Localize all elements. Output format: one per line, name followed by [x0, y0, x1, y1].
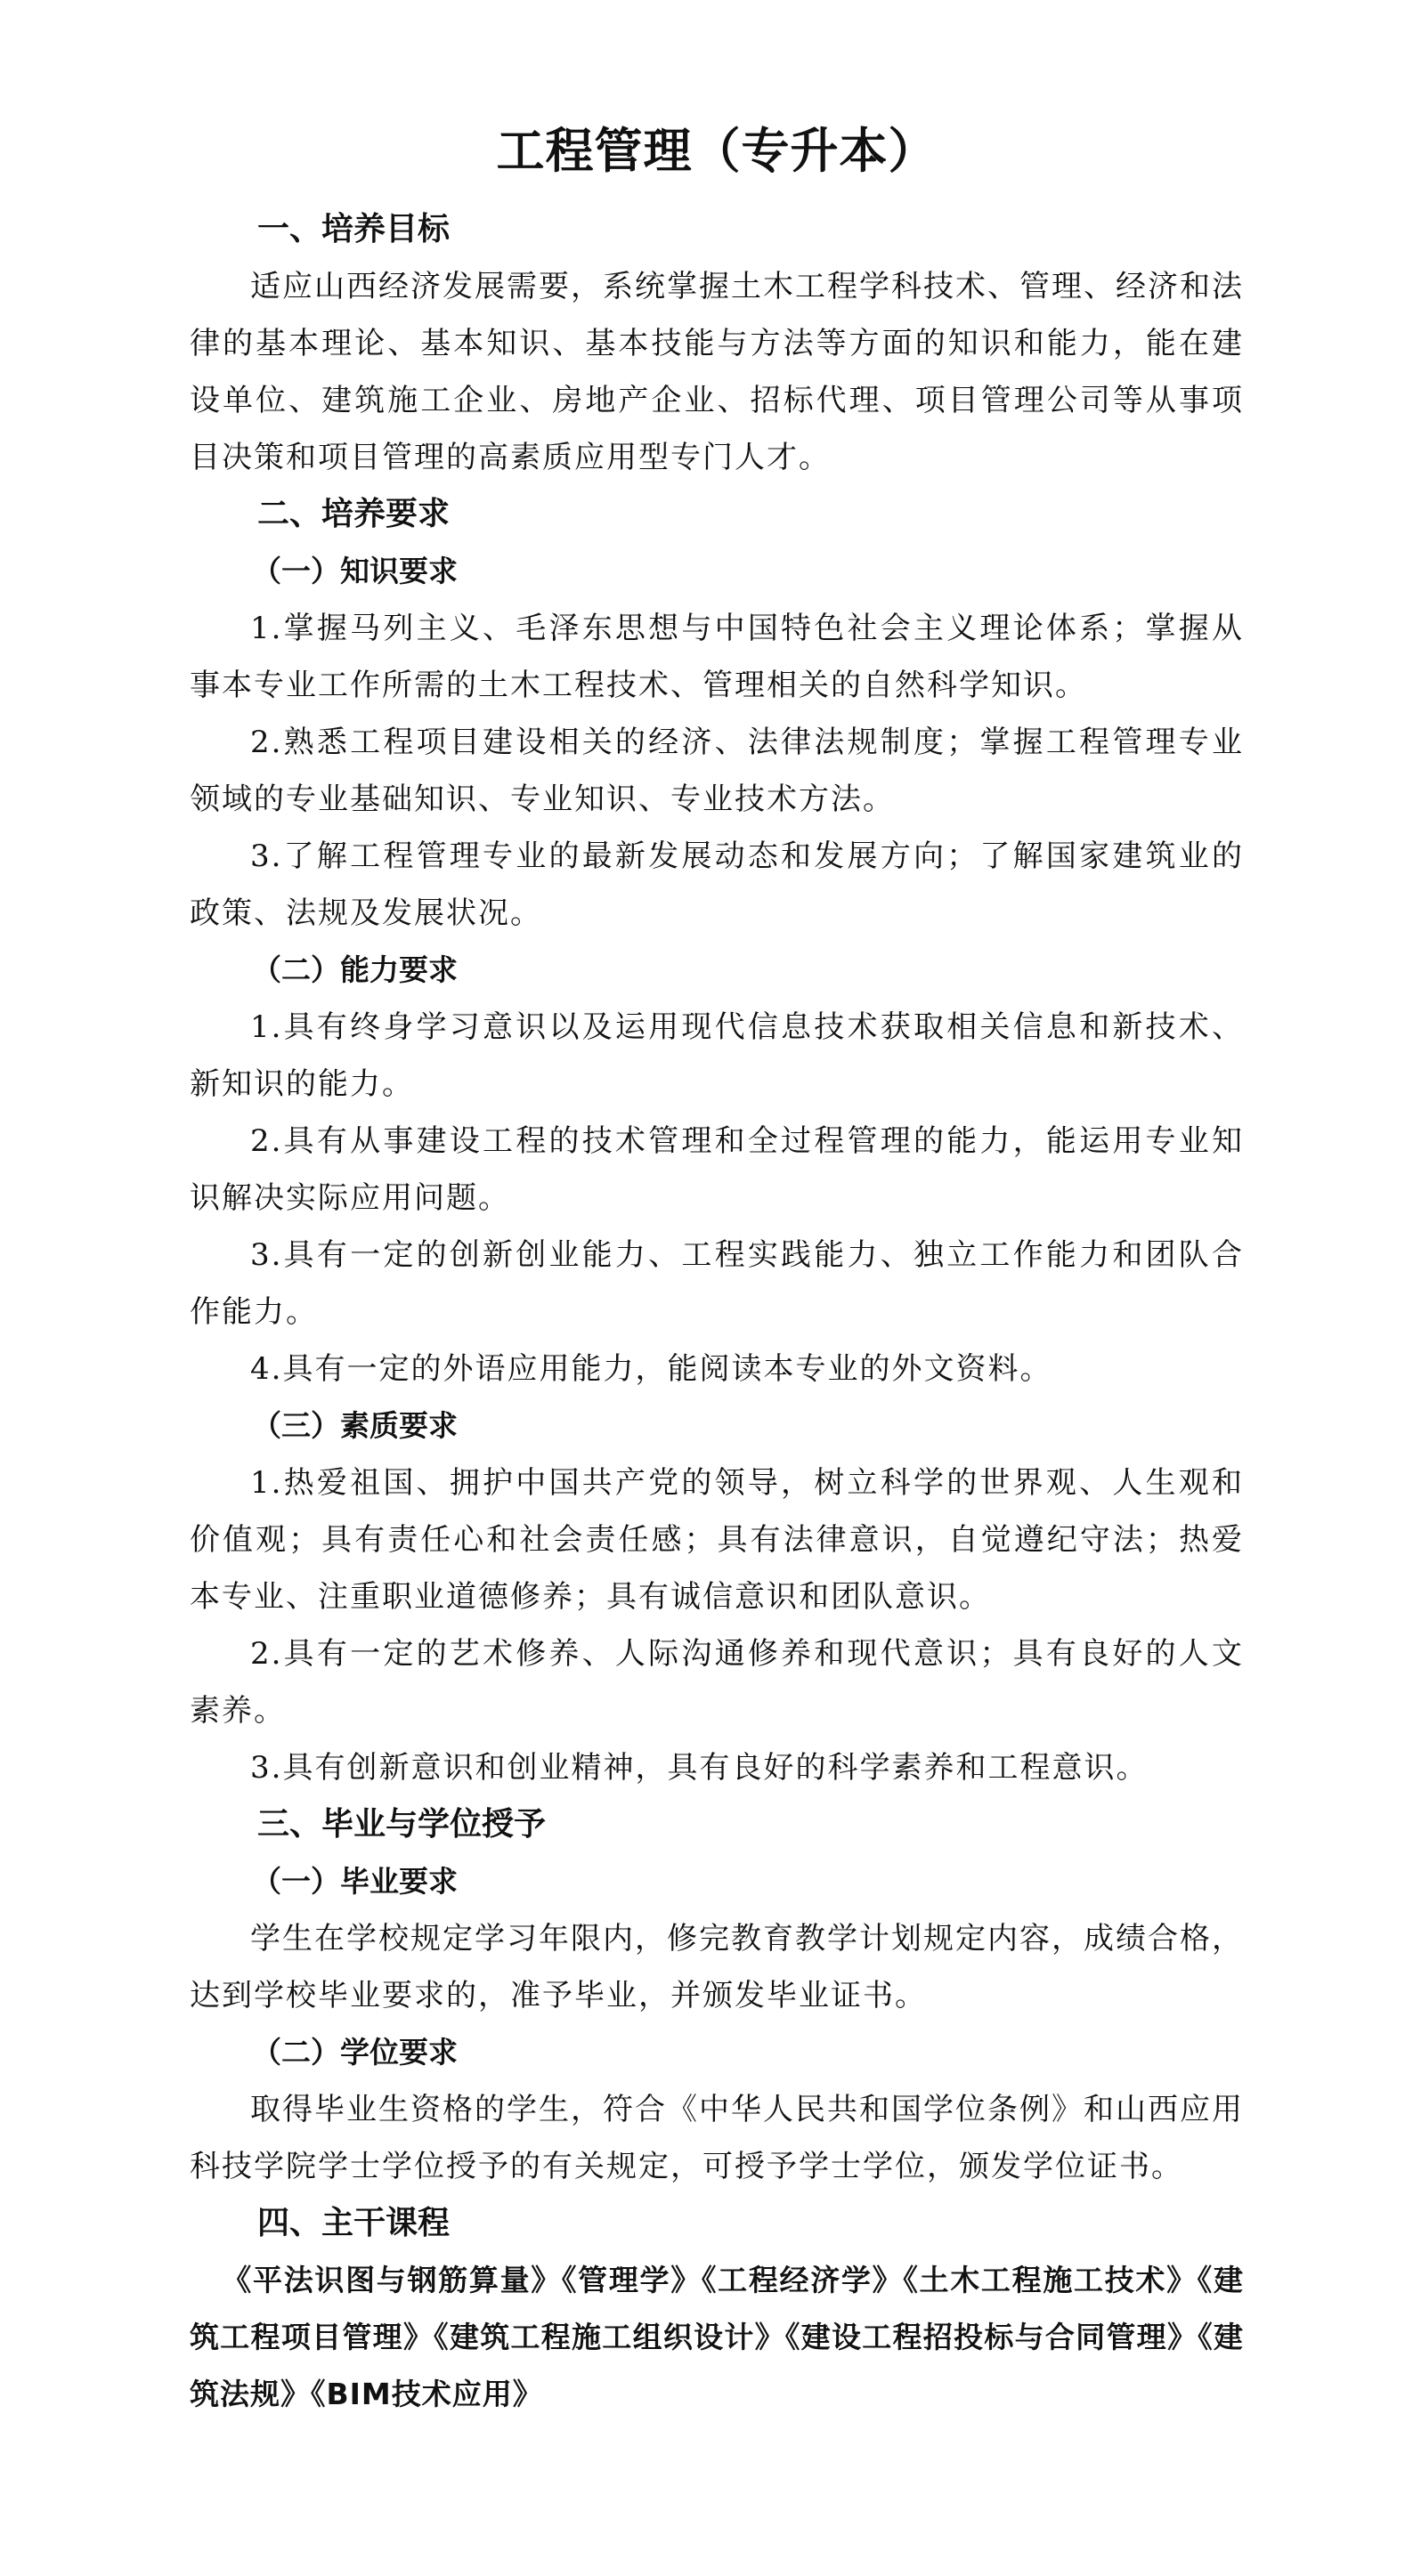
paragraph: 3.了解工程管理专业的最新发展动态和发展方向；了解国家建筑业的政策、法规及发展状况。: [190, 838, 1244, 931]
section-heading: 四、主干课程: [257, 2205, 451, 2241]
subsection-heading: （二）能力要求: [252, 952, 458, 987]
paragraph: 2.熟悉工程项目建设相关的经济、法律法规制度；掌握工程管理专业领域的专业基础知识、专业知识、专业技术方法。: [190, 725, 1244, 817]
subsection-heading: （一）毕业要求: [252, 1864, 458, 1899]
paragraph: 适应山西经济发展需要，系统掌握土木工程学科技术、管理、经济和法律的基本理论、基本知识、基本技能与方法等方面的知识和能力，能在建设单位、建筑施工企业、房地产企业、招标代理、项目管理公司等从事项目决策和项目管理的高素质应用型专门人才。: [190, 269, 1244, 475]
subsection-quality-requirements: [190, 1397, 1244, 1796]
paragraph: 1.具有终身学习意识以及运用现代信息技术获取相关信息和新技术、新知识的能力。: [190, 1009, 1244, 1102]
section-training-objectives: [190, 201, 1244, 486]
paragraph: 1.掌握马列主义、毛泽东思想与中国特色社会主义理论体系；掌握从事本专业工作所需的土木工程技术、管理相关的自然科学知识。: [190, 611, 1244, 703]
section-graduation-and-degree: [190, 1796, 1244, 2195]
subsection-heading: （二）学位要求: [252, 2035, 458, 2070]
document-title: 工程管理（专升本）: [496, 123, 938, 179]
section-heading: 二、培养要求: [257, 496, 451, 532]
subsection-graduation-requirements: [190, 1853, 1244, 2024]
paragraph: 2.具有从事建设工程的技术管理和全过程管理的能力，能运用专业知识解决实际应用问题。: [190, 1123, 1244, 1216]
paragraph: 3.具有一定的创新创业能力、工程实践能力、独立工作能力和团队合作能力。: [190, 1237, 1244, 1330]
section-training-requirements: [190, 486, 1244, 1796]
paragraph: 学生在学校规定学习年限内，修完教育教学计划规定内容，成绩合格，达到学校毕业要求的，准予毕业，并颁发毕业证书。: [190, 1921, 1244, 2013]
paragraph: 2.具有一定的艺术修养、人际沟通修养和现代意识；具有良好的人文素养。: [190, 1636, 1244, 1729]
paragraph: 4.具有一定的外语应用能力，能阅读本专业的外文资料。: [250, 1351, 1052, 1387]
paragraph: 3.具有创新意识和创业精神，具有良好的科学素养和工程意识。: [250, 1750, 1149, 1786]
subsection-heading: （三）素质要求: [252, 1408, 458, 1443]
subsection-knowledge-requirements: [190, 543, 1244, 942]
paragraph: 1.热爱祖国、拥护中国共产党的领导，树立科学的世界观、人生观和价值观；具有责任心和社会责任感；具有法律意识，自觉遵纪守法；热爱本专业、注重职业道德修养；具有诚信意识和团队意识。: [190, 1465, 1244, 1615]
course-list: 《平法识图与钢筋算量》《管理学》《工程经济学》《土木工程施工技术》《建筑工程项目管理》《建筑工程施工组织设计》《建设工程招投标与合同管理》《建筑法规》《BIM技术应用》: [190, 2263, 1244, 2411]
paragraph: 取得毕业生资格的学生，符合《中华人民共和国学位条例》和山西应用科技学院学士学位授予的有关规定，可授予学士学位，颁发学位证书。: [190, 2092, 1244, 2184]
subsection-heading: （一）知识要求: [252, 554, 458, 588]
subsection-ability-requirements: [190, 942, 1244, 1397]
subsection-degree-requirements: [190, 2024, 1244, 2195]
section-heading: 三、毕业与学位授予: [257, 1806, 547, 1843]
section-core-courses: [190, 2195, 1244, 2423]
section-heading: 一、培养目标: [257, 211, 451, 247]
